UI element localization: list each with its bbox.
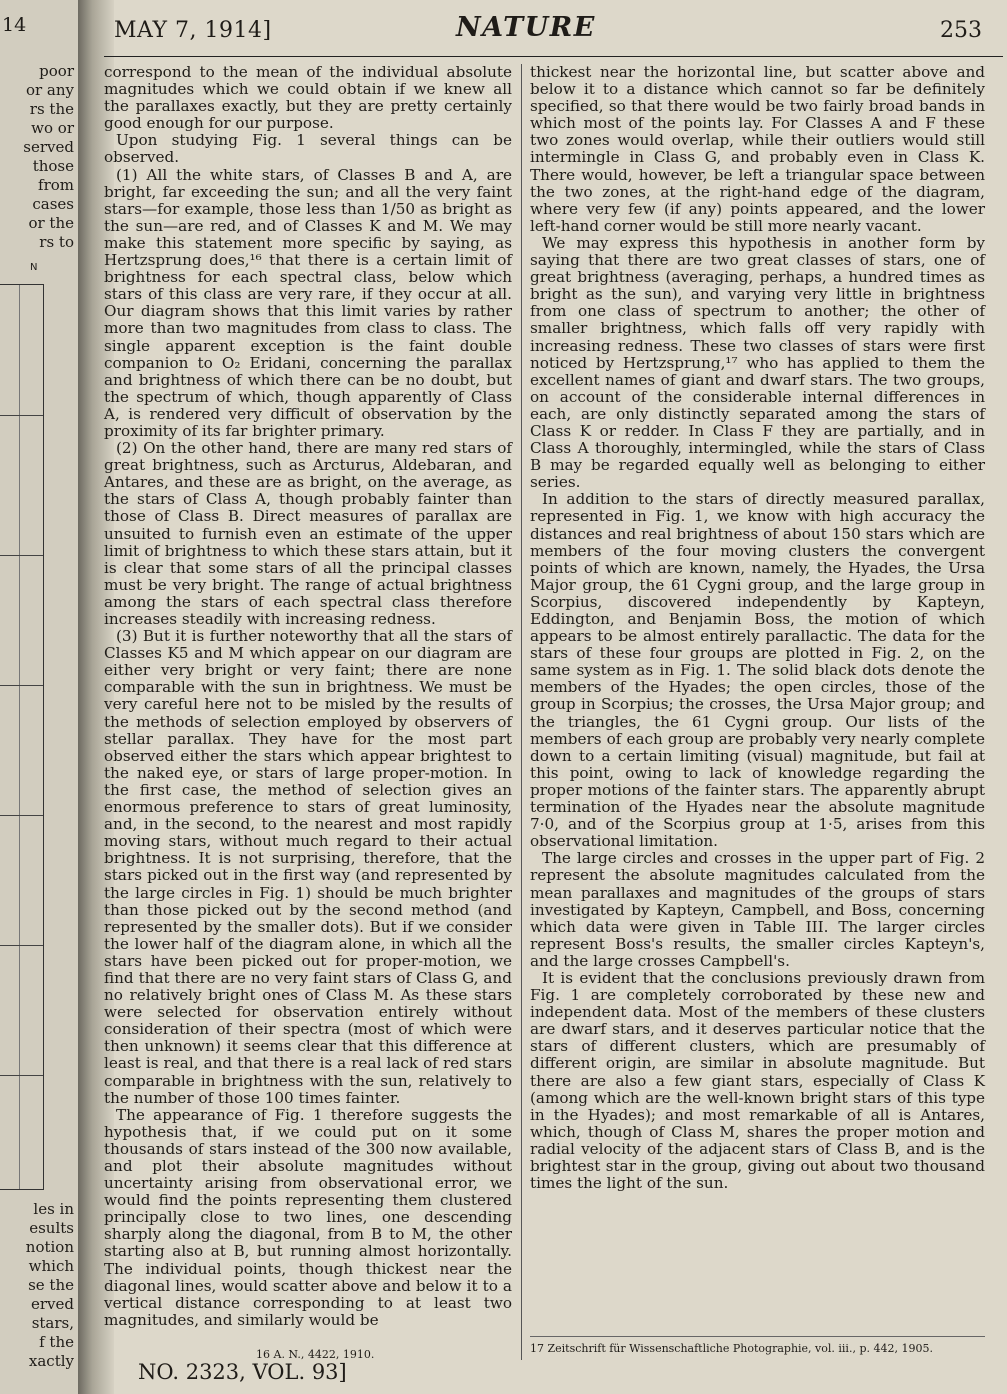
previous-page-fragment: rs to [39,233,74,251]
paragraph: (2) On the other hand, there are many red stars of great brightness, such as Arcturus, Aldebaran, and Antares, and these are as bright, on the average, as the stars of Class A, though probably fainter than those of Class B. Direct measures of parallax are unsuited to furnish even an estimate of the upper limit of brightness to which these stars attain, but it is clear that some stars of all the principal classes must be very bright. The range of actual brightness among the stars of each spectral class therefore increases steadily with increasing redness. [104,439,512,628]
previous-page-edge [0,0,78,1394]
previous-page-fragment: stars, [31,1314,74,1332]
footnote-16: 16 A. N., 4422, 1910. [256,1348,375,1361]
previous-page-fragment: wo or [31,119,74,137]
previous-page-fragment: poor [39,62,74,80]
column-divider [521,64,522,1360]
paragraph: Upon studying Fig. 1 several things can be observed. [104,131,512,167]
paragraph: (1) All the white stars, of Classes B and A, are bright, far exceeding the sun; and all the very faint stars—for example, those less than 1/50 as bright as the sun—are red, and of Classes K and M. We may make this statement more specific by saying, as Hertzsprung does,¹⁶ that there is a certain limit of brightness for each spectral class, below which stars of this class are very rare, if they occur at all. Our diagram shows that this limit varies by rather more than two magnitudes from class to class. The single apparent exception is the faint double companion to O₂ Eridani, concerning the parallax and brightness of which there can be no doubt, but the spectrum of which, though apparently of Class A, is rendered very difficult of observation by the proximity of its far brighter primary. [104,165,512,440]
previous-page-fragment: served [23,138,74,156]
previous-page-fragment: from [38,176,74,194]
footnote-rule [530,1336,985,1337]
paragraph: In addition to the stars of directly measured parallax, represented in Fig. 1, we know with high accuracy the distances and real brightness of about 150 stars which are members of the four moving clusters the convergent points of which are known, namely, the Hyades, the Ursa Major group, the 61 Cygni group, and the large group in Scorpius, discovered independently by Kapteyn, Eddington, and Benjamin Boss, the motion of which appears to be almost entirely parallactic. The data for the stars of these four groups are plotted in Fig. 2, on the same system as in Fig. 1. The solid black dots denote the members of the Hyades; the open circles, those of the group in Scorpius; the crosses, the Ursa Major group; and the triangles, the 61 Cygni group. Our lists of the members of each group are probably very nearly complete down to a certain limiting (visual) magnitude, but fail at this point, owing to lack of knowledge regarding the proper motions of the fainter stars. The apparently abrupt termination of the Hyades near the absolute magnitude 7·0, and of the Scorpius group at 1·5, arises from this observational limitation. [530,490,985,851]
previous-page-fragment: or any [25,81,74,99]
right-column [530,64,985,1192]
footnote-17: 17 Zeitschrift für Wissenschaftliche Photographie, vol. iii., p. 442, 1905. [530,1342,933,1355]
paragraph: (3) But it is further noteworthy that all the stars of Classes K5 and M which appear on our diagram are either very bright or very faint; there are none comparable with the sun in brightness. We must be very careful here not to be misled by the results of the methods of selection employed by observers of stellar parallax. They have for the most part observed either the stars which appear brightest to the naked eye, or stars of large proper-motion. In the first case, the method of selection gives an enormous preference to stars of great luminosity, and, in the second, to the nearest and most rapidly moving stars, without much regard to their actual brightness. It is not surprising, therefore, that the stars picked out in the first way (and represented by the large circles in Fig. 1) should be much brighter than those picked out by the second method (and represented by the smaller dots). But if we consider the lower half of the diagram alone, in which all the stars have been picked out for proper-motion, we find that there are no very faint stars of Class G, and no relatively bright ones of Class M. As these stars were selected for observation entirely without consideration of their spectra (most of which were then unknown) it seems clear that this difference at least is real, and that there is a real lack of red stars comparable in brightness with the sun, relatively to the number of those 100 times fainter. [104,627,512,1107]
previous-page-fragment: esults [29,1219,74,1237]
previous-page-fragment: cases [32,195,74,213]
previous-page-fragment: notion [25,1238,74,1256]
previous-page-fragment: or the [28,214,74,232]
header-rule [104,56,1003,57]
paragraph: thickest near the horizontal line, but scatter above and below it to a distance which cannot so far be definitely specified, so that there would be two fairly broad bands in which most of the points lay. For Classes A and F these two zones would overlap, while their outliers would still intermingle in Class G, and probably even in Class K. There would, however, be left a triangular space between the two zones, at the right-hand edge of the diagram, where very few (if any) points appeared, and the lower left-hand corner would be still more nearly vacant. [530,63,985,235]
previous-page-chart [0,284,44,1190]
previous-page-fragment: les in [33,1200,74,1218]
paragraph: correspond to the mean of the individual absolute magnitudes which we could obtain if we knew all the parallaxes exactly, but they are pretty certainly good enough for our purpose. [104,63,512,133]
previous-page-number: 14 [2,14,27,36]
previous-page-fragment: f the [39,1333,74,1351]
previous-page-fragment: erved [30,1295,74,1313]
previous-page-fragment: those [32,157,74,175]
journal-title: NATURE [456,12,596,43]
issue-line: NO. 2323, VOL. 93] [138,1360,347,1384]
left-column [104,64,512,1329]
paragraph: The large circles and crosses in the upper part of Fig. 2 represent the absolute magnitudes calculated from the mean parallaxes and magnitudes of the groups of stars investigated by Kapteyn, Campbell, and Boss, concerning which data were given in Table III. The larger circles represent Boss's results, the smaller circles Kapteyn's, and the large crosses Campbell's. [530,849,985,970]
previous-page-fragment: which [28,1257,74,1275]
paragraph: We may express this hypothesis in another form by saying that there are two great classes of stars, one of great brightness (averaging, perhaps, a hundred times as bright as the sun), and varying very little in brightness from one class of spectrum to another; the other of smaller brightness, which falls off very rapidly with increasing redness. These two classes of stars were first noticed by Hertzsprung,¹⁷ who has applied to them the excellent names of giant and dwarf stars. The two groups, on account of the considerable internal differences in each, are only distinctly separated among the stars of Class K or redder. In Class F they are partially, and in Class A thoroughly, intermingled, while the stars of Class B may be regarded equally well as belonging to either series. [530,233,985,492]
previous-page-fragment: xactly [28,1352,74,1370]
journal-page [100,0,1007,1394]
paragraph: The appearance of Fig. 1 therefore suggests the hypothesis that, if we could put on it some thousands of stars instead of the 300 now available, and plot their absolute magnitudes without uncertainty arising from observational error, we would find the points representing them clustered principally close to two lines, one descending sharply along the diagonal, from B to M, the other starting also at B, but running almost horizontally. The individual points, though thickest near the diagonal lines, would scatter above and below it to a vertical distance corresponding to at least two magnitudes, and similarly would be [104,1105,512,1329]
previous-chart-label: N [30,262,38,273]
page-number: 253 [940,18,982,43]
previous-page-fragment: se the [28,1276,74,1294]
paragraph: It is evident that the conclusions previously drawn from Fig. 1 are completely corroborated by these new and independent data. Most of the members of these clusters are dwarf stars, and it deserves particular notice that the stars of different clusters, which are presumably of different origin, are similar in absolute magnitude. But there are also a few giant stars, especially of Class K (among which are the well-known bright stars of this type in the Hyades); and most remarkable of all is Antares, which, though of Class M, shares the proper motion and radial velocity of the adjacent stars of Class B, and is the brightest star in the group, giving out about two thousand times the light of the sun. [530,968,985,1193]
previous-page-fragment: rs the [29,100,74,118]
header-date: MAY 7, 1914] [114,18,272,43]
